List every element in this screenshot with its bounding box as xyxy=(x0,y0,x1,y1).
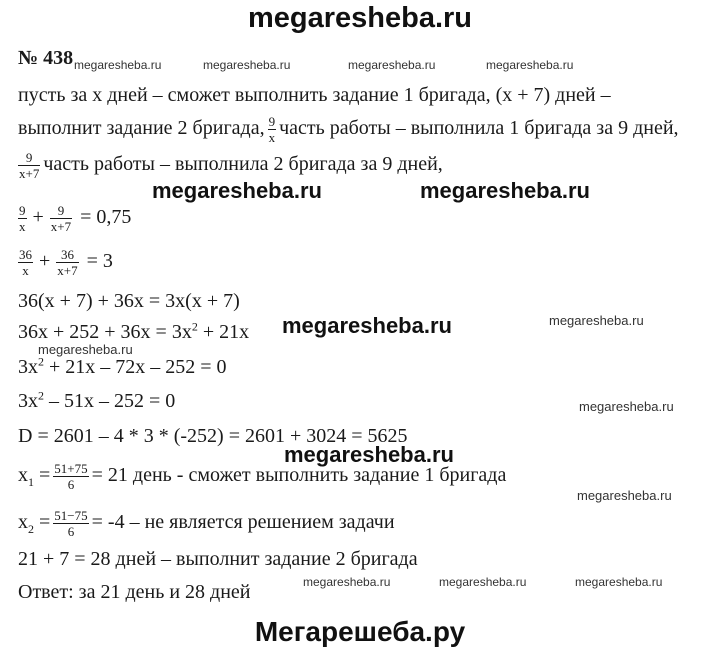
numerator: 9 xyxy=(50,203,72,219)
subscript: 1 xyxy=(28,475,34,490)
watermark-small: megaresheba.ru xyxy=(348,58,436,72)
denominator: 6 xyxy=(67,477,75,492)
equation-2 xyxy=(18,247,113,278)
solution-line-3-text: часть работы – выполнила 2 бригада за 9 дней, xyxy=(43,153,443,176)
equals-sign: = xyxy=(39,464,51,487)
superscript: 2 xyxy=(191,319,198,334)
numerator: 9 xyxy=(19,203,26,218)
watermark-big: megaresheba.ru xyxy=(282,313,452,338)
denominator: x+7 xyxy=(19,166,40,181)
fraction-x1 xyxy=(53,461,88,492)
site-header-title: megaresheba.ru xyxy=(247,2,473,34)
x2-result: = -4 – не является решением задачи xyxy=(91,511,395,534)
numerator: 9 xyxy=(18,150,40,166)
numerator: 36 xyxy=(19,247,32,262)
root-x1-line xyxy=(18,461,506,492)
subscript: 2 xyxy=(28,522,34,537)
fraction-9-over-x-plus-7 xyxy=(18,150,40,181)
watermark-big: megaresheba.ru xyxy=(284,442,454,467)
answer-line: Ответ: за 21 день и 28 дней xyxy=(18,581,251,603)
fraction-36-over-x-plus-7 xyxy=(56,247,78,278)
equation-2-rhs: = 3 xyxy=(86,250,113,273)
fraction-9-over-x xyxy=(18,203,27,234)
x1-variable: x xyxy=(18,464,28,487)
watermark-small: megaresheba.ru xyxy=(303,575,391,589)
watermark-small: megaresheba.ru xyxy=(439,575,527,589)
watermark-big: megaresheba.ru xyxy=(420,178,590,203)
x2-variable: x xyxy=(18,511,28,534)
site-footer-title: Мегарешеба.ру xyxy=(254,616,466,647)
watermark-small: megaresheba.ru xyxy=(38,342,133,357)
watermark-small: megaresheba.ru xyxy=(549,313,644,328)
solution-line-6: 36(х + 7) + 36х = 3х(х + 7) xyxy=(18,290,240,312)
superscript: 2 xyxy=(38,388,44,403)
denominator: x+7 xyxy=(50,219,72,234)
x1-result: = 21 день - сможет выполнить задание 1 бригада xyxy=(91,464,507,487)
numerator: 36 xyxy=(56,247,78,263)
solution-line-9 xyxy=(18,389,175,413)
denominator: x xyxy=(19,219,26,234)
watermark-small: megaresheba.ru xyxy=(579,399,674,414)
solution-line-3 xyxy=(18,150,443,181)
numerator: 51−75 xyxy=(54,508,88,523)
watermark-small: megaresheba.ru xyxy=(577,488,672,503)
solution-line-2-text-b: часть работы – выполнила 1 бригада за 9 дней, xyxy=(279,117,679,140)
task-number: № 438 xyxy=(18,47,74,69)
denominator: x+7 xyxy=(57,263,78,278)
denominator: 6 xyxy=(67,524,75,539)
superscript: 2 xyxy=(38,354,44,369)
watermark-small: megaresheba.ru xyxy=(74,58,162,72)
equation-1 xyxy=(18,203,131,234)
solution-line-9-a: 3х xyxy=(18,390,38,412)
solution-line-7-b: + 21х xyxy=(197,321,250,343)
watermark-small: megaresheba.ru xyxy=(575,575,663,589)
numerator: 9 xyxy=(268,114,276,129)
plus-sign: + xyxy=(32,206,44,229)
solution-line-9-b: – 51х – 252 = 0 xyxy=(44,390,176,412)
fraction-9-over-x xyxy=(268,114,277,145)
solution-line-8 xyxy=(18,355,227,379)
fraction-9-over-x-plus-7 xyxy=(50,203,72,234)
solution-line-8-a: 3х xyxy=(18,356,38,378)
watermark-big: megaresheba.ru xyxy=(152,178,322,203)
denominator: x xyxy=(268,130,276,145)
numerator: 51+75 xyxy=(54,461,88,476)
fraction-x2 xyxy=(53,508,88,539)
equation-1-rhs: = 0,75 xyxy=(80,206,132,229)
watermark-small: megaresheba.ru xyxy=(486,58,574,72)
solution-line-7 xyxy=(18,320,249,344)
solution-line-7-a: 36х + 252 + 36х = 3х xyxy=(18,321,192,343)
solution-line-2-text-a: выполнит задание 2 бригада, xyxy=(18,117,265,140)
root-x2-line xyxy=(18,508,395,539)
fraction-36-over-x xyxy=(18,247,33,278)
denominator: x xyxy=(22,263,29,278)
solution-line-2 xyxy=(18,114,679,145)
solution-line-8-b: + 21х – 72х – 252 = 0 xyxy=(44,356,227,378)
solution-line-10: D = 2601 – 4 * 3 * (-252) = 2601 + 3024 = 5625 xyxy=(18,425,408,447)
solution-line-1: пусть за х дней – сможет выполнить задание 1 бригада, (х + 7) дней – xyxy=(18,84,611,106)
solution-line-13: 21 + 7 = 28 дней – выполнит задание 2 бригада xyxy=(18,548,418,570)
plus-sign: + xyxy=(39,250,51,273)
watermark-small: megaresheba.ru xyxy=(203,58,291,72)
equals-sign: = xyxy=(39,511,51,534)
